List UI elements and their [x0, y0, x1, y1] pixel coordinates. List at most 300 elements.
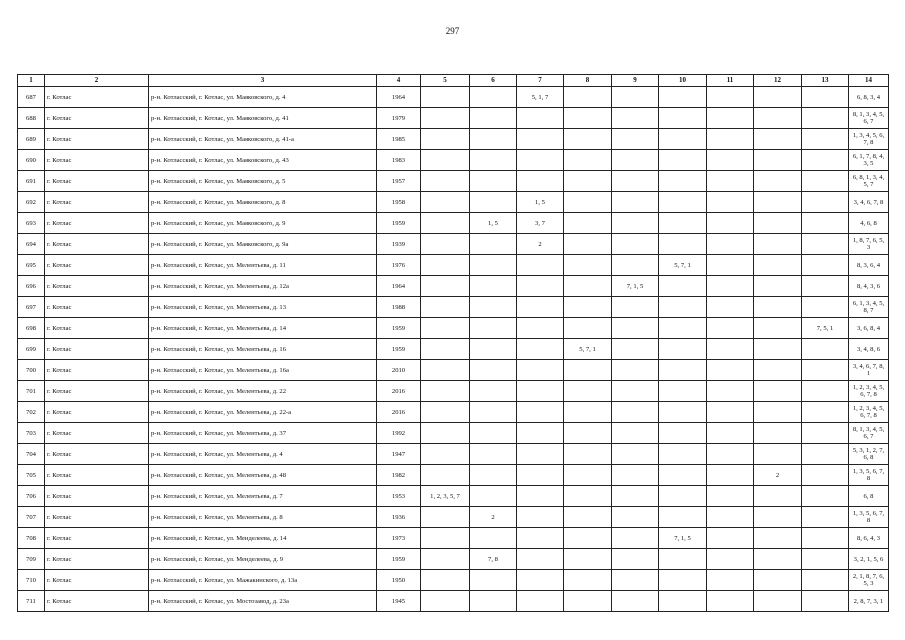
row-number-cell: 711 — [18, 591, 45, 612]
col-5-cell — [421, 591, 470, 612]
col-9-cell — [612, 234, 659, 255]
table-row — [18, 423, 889, 444]
col-14-cell: 3, 4, 6, 7, 8, 1 — [849, 360, 889, 381]
settlement-cell: г. Котлас — [45, 297, 149, 318]
col-11-cell — [707, 423, 754, 444]
housing-register-table — [17, 74, 889, 612]
col-7-cell — [517, 507, 564, 528]
page-number: 297 — [445, 26, 460, 36]
col-13-cell — [802, 171, 849, 192]
col-9-cell — [612, 360, 659, 381]
settlement-cell: г. Котлас — [45, 171, 149, 192]
col-8-cell — [564, 486, 612, 507]
col-6-cell — [470, 150, 517, 171]
year-built-cell: 1953 — [377, 486, 421, 507]
table-row — [18, 318, 889, 339]
column-header: 11 — [707, 75, 754, 87]
col-11-cell — [707, 255, 754, 276]
column-header: 12 — [754, 75, 802, 87]
col-6-cell — [470, 297, 517, 318]
address-cell: р-н. Котласский, г. Котлас, ул. Мелентьева, д. 4 — [149, 444, 377, 465]
col-8-cell — [564, 465, 612, 486]
row-number-cell: 694 — [18, 234, 45, 255]
col-14-cell: 1, 2, 3, 4, 5, 6, 7, 8 — [849, 381, 889, 402]
year-built-cell: 1959 — [377, 339, 421, 360]
col-12-cell — [754, 234, 802, 255]
col-12-cell — [754, 444, 802, 465]
column-header: 8 — [564, 75, 612, 87]
col-5-cell — [421, 150, 470, 171]
col-5-cell — [421, 108, 470, 129]
col-7-cell — [517, 423, 564, 444]
col-12-cell — [754, 549, 802, 570]
table-row — [18, 192, 889, 213]
table-row — [18, 591, 889, 612]
col-9-cell — [612, 507, 659, 528]
column-header: 13 — [802, 75, 849, 87]
col-12-cell — [754, 108, 802, 129]
address-cell: р-н. Котласский, г. Котлас, ул. Мелентьева, д. 37 — [149, 423, 377, 444]
col-12-cell — [754, 339, 802, 360]
year-built-cell: 1939 — [377, 234, 421, 255]
table-row — [18, 87, 889, 108]
col-12-cell — [754, 591, 802, 612]
col-14-cell: 6, 8, 3, 4 — [849, 87, 889, 108]
col-10-cell — [659, 150, 707, 171]
settlement-cell: г. Котлас — [45, 507, 149, 528]
col-8-cell — [564, 129, 612, 150]
col-11-cell — [707, 465, 754, 486]
address-cell: р-н. Котласский, г. Котлас, ул. Мажакинского, д. 13а — [149, 570, 377, 591]
column-header: 6 — [470, 75, 517, 87]
row-number-cell: 687 — [18, 87, 45, 108]
header-row — [18, 75, 889, 87]
year-built-cell: 1976 — [377, 255, 421, 276]
settlement-cell: г. Котлас — [45, 402, 149, 423]
col-7-cell: 5, 1, 7 — [517, 87, 564, 108]
col-9-cell: 7, 1, 5 — [612, 276, 659, 297]
year-built-cell: 1979 — [377, 108, 421, 129]
address-cell: р-н. Котласский, г. Котлас, ул. Мелентьева, д. 22-а — [149, 402, 377, 423]
col-5-cell — [421, 381, 470, 402]
row-number-cell: 688 — [18, 108, 45, 129]
year-built-cell: 2010 — [377, 360, 421, 381]
col-13-cell — [802, 87, 849, 108]
col-11-cell — [707, 339, 754, 360]
col-11-cell — [707, 150, 754, 171]
row-number-cell: 698 — [18, 318, 45, 339]
col-14-cell: 8, 1, 3, 4, 5, 6, 7 — [849, 108, 889, 129]
col-11-cell — [707, 381, 754, 402]
col-8-cell — [564, 87, 612, 108]
settlement-cell: г. Котлас — [45, 150, 149, 171]
col-7-cell — [517, 549, 564, 570]
settlement-cell: г. Котлас — [45, 381, 149, 402]
column-header: 14 — [849, 75, 889, 87]
column-header: 3 — [149, 75, 377, 87]
year-built-cell: 1985 — [377, 129, 421, 150]
col-12-cell: 2 — [754, 465, 802, 486]
col-7-cell — [517, 591, 564, 612]
col-7-cell — [517, 150, 564, 171]
col-8-cell — [564, 591, 612, 612]
col-13-cell — [802, 108, 849, 129]
col-6-cell — [470, 444, 517, 465]
col-11-cell — [707, 129, 754, 150]
col-5-cell — [421, 297, 470, 318]
col-14-cell: 8, 4, 3, 6 — [849, 276, 889, 297]
col-8-cell — [564, 549, 612, 570]
col-8-cell — [564, 381, 612, 402]
col-5-cell — [421, 318, 470, 339]
col-12-cell — [754, 129, 802, 150]
col-6-cell: 2 — [470, 507, 517, 528]
col-11-cell — [707, 591, 754, 612]
col-6-cell — [470, 129, 517, 150]
col-5-cell — [421, 339, 470, 360]
col-12-cell — [754, 507, 802, 528]
col-12-cell — [754, 150, 802, 171]
year-built-cell: 1950 — [377, 570, 421, 591]
table-row — [18, 297, 889, 318]
table-row — [18, 339, 889, 360]
col-6-cell — [470, 402, 517, 423]
col-6-cell — [470, 87, 517, 108]
col-5-cell — [421, 213, 470, 234]
col-13-cell — [802, 570, 849, 591]
col-5-cell — [421, 87, 470, 108]
col-14-cell: 3, 2, 1, 5, 6 — [849, 549, 889, 570]
col-14-cell: 1, 3, 4, 5, 6, 7, 8 — [849, 129, 889, 150]
settlement-cell: г. Котлас — [45, 192, 149, 213]
row-number-cell: 701 — [18, 381, 45, 402]
col-11-cell — [707, 192, 754, 213]
col-11-cell — [707, 276, 754, 297]
col-9-cell — [612, 318, 659, 339]
table-row — [18, 234, 889, 255]
address-cell: р-н. Котласский, г. Котлас, ул. Мелентьева, д. 8 — [149, 507, 377, 528]
col-12-cell — [754, 528, 802, 549]
col-13-cell — [802, 402, 849, 423]
settlement-cell: г. Котлас — [45, 549, 149, 570]
col-10-cell — [659, 423, 707, 444]
col-5-cell — [421, 129, 470, 150]
col-12-cell — [754, 213, 802, 234]
settlement-cell: г. Котлас — [45, 87, 149, 108]
col-5-cell: 1, 2, 3, 5, 7 — [421, 486, 470, 507]
col-8-cell — [564, 402, 612, 423]
col-6-cell — [470, 486, 517, 507]
col-10-cell — [659, 276, 707, 297]
col-11-cell — [707, 549, 754, 570]
col-5-cell — [421, 402, 470, 423]
col-14-cell: 1, 3, 5, 6, 7, 8 — [849, 465, 889, 486]
col-7-cell — [517, 339, 564, 360]
table-row — [18, 129, 889, 150]
row-number-cell: 704 — [18, 444, 45, 465]
table-row — [18, 108, 889, 129]
col-6-cell — [470, 171, 517, 192]
col-8-cell — [564, 213, 612, 234]
col-5-cell — [421, 234, 470, 255]
row-number-cell: 703 — [18, 423, 45, 444]
col-5-cell — [421, 171, 470, 192]
col-10-cell: 7, 1, 5 — [659, 528, 707, 549]
col-14-cell: 3, 4, 6, 7, 8 — [849, 192, 889, 213]
table-row — [18, 276, 889, 297]
address-cell: р-н. Котласский, г. Котлас, ул. Маяковского, д. 41 — [149, 108, 377, 129]
settlement-cell: г. Котлас — [45, 234, 149, 255]
col-13-cell — [802, 549, 849, 570]
col-5-cell — [421, 423, 470, 444]
address-cell: р-н. Котласский, г. Котлас, ул. Маяковского, д. 9а — [149, 234, 377, 255]
year-built-cell: 2016 — [377, 381, 421, 402]
column-header: 5 — [421, 75, 470, 87]
col-13-cell — [802, 255, 849, 276]
row-number-cell: 710 — [18, 570, 45, 591]
col-14-cell: 6, 1, 3, 4, 5, 8, 7 — [849, 297, 889, 318]
address-cell: р-н. Котласский, г. Котлас, ул. Маяковского, д. 4 — [149, 87, 377, 108]
address-cell: р-н. Котласский, г. Котлас, ул. Маяковского, д. 41-а — [149, 129, 377, 150]
col-7-cell — [517, 381, 564, 402]
col-7-cell — [517, 318, 564, 339]
year-built-cell: 1982 — [377, 465, 421, 486]
col-10-cell — [659, 318, 707, 339]
col-9-cell — [612, 339, 659, 360]
year-built-cell: 1947 — [377, 444, 421, 465]
col-10-cell — [659, 402, 707, 423]
table-row — [18, 402, 889, 423]
col-14-cell: 5, 3, 1, 2, 7, 6, 8 — [849, 444, 889, 465]
col-14-cell: 8, 6, 4, 3 — [849, 528, 889, 549]
col-5-cell — [421, 255, 470, 276]
col-6-cell — [470, 255, 517, 276]
col-7-cell — [517, 108, 564, 129]
col-11-cell — [707, 87, 754, 108]
col-9-cell — [612, 213, 659, 234]
row-number-cell: 702 — [18, 402, 45, 423]
col-8-cell — [564, 507, 612, 528]
col-8-cell — [564, 318, 612, 339]
address-cell: р-н. Котласский, г. Котлас, ул. Мелентьева, д. 48 — [149, 465, 377, 486]
col-10-cell — [659, 192, 707, 213]
column-header: 2 — [45, 75, 149, 87]
col-10-cell — [659, 381, 707, 402]
col-10-cell: 5, 7, 1 — [659, 255, 707, 276]
col-14-cell: 2, 8, 7, 3, 1 — [849, 591, 889, 612]
row-number-cell: 689 — [18, 129, 45, 150]
col-14-cell: 6, 8 — [849, 486, 889, 507]
col-11-cell — [707, 528, 754, 549]
col-13-cell — [802, 339, 849, 360]
col-10-cell — [659, 108, 707, 129]
col-6-cell — [470, 465, 517, 486]
col-14-cell: 1, 8, 7, 6, 5, 3 — [849, 234, 889, 255]
col-6-cell — [470, 423, 517, 444]
year-built-cell: 2016 — [377, 402, 421, 423]
row-number-cell: 691 — [18, 171, 45, 192]
col-14-cell: 3, 6, 8, 4 — [849, 318, 889, 339]
col-5-cell — [421, 528, 470, 549]
row-number-cell: 705 — [18, 465, 45, 486]
col-11-cell — [707, 213, 754, 234]
settlement-cell: г. Котлас — [45, 423, 149, 444]
address-cell: р-н. Котласский, г. Котлас, ул. Мелентьева, д. 14 — [149, 318, 377, 339]
col-7-cell — [517, 255, 564, 276]
col-6-cell — [470, 276, 517, 297]
year-built-cell: 1964 — [377, 276, 421, 297]
address-cell: р-н. Котласский, г. Котлас, ул. Менделеева, д. 14 — [149, 528, 377, 549]
col-7-cell: 2 — [517, 234, 564, 255]
col-8-cell — [564, 276, 612, 297]
col-7-cell — [517, 444, 564, 465]
col-8-cell: 5, 7, 1 — [564, 339, 612, 360]
col-9-cell — [612, 150, 659, 171]
col-14-cell: 6, 8, 1, 3, 4, 5, 7 — [849, 171, 889, 192]
year-built-cell: 1964 — [377, 87, 421, 108]
row-number-cell: 700 — [18, 360, 45, 381]
row-number-cell: 692 — [18, 192, 45, 213]
col-13-cell — [802, 150, 849, 171]
col-13-cell — [802, 591, 849, 612]
col-9-cell — [612, 528, 659, 549]
col-10-cell — [659, 234, 707, 255]
col-10-cell — [659, 297, 707, 318]
col-9-cell — [612, 570, 659, 591]
col-8-cell — [564, 171, 612, 192]
col-11-cell — [707, 402, 754, 423]
col-13-cell — [802, 507, 849, 528]
address-cell: р-н. Котласский, г. Котлас, ул. Мелентьева, д. 16а — [149, 360, 377, 381]
col-12-cell — [754, 423, 802, 444]
col-5-cell — [421, 192, 470, 213]
col-9-cell — [612, 423, 659, 444]
col-8-cell — [564, 192, 612, 213]
row-number-cell: 708 — [18, 528, 45, 549]
col-13-cell — [802, 465, 849, 486]
col-9-cell — [612, 591, 659, 612]
col-12-cell — [754, 297, 802, 318]
settlement-cell: г. Котлас — [45, 339, 149, 360]
col-6-cell: 7, 8 — [470, 549, 517, 570]
col-7-cell — [517, 465, 564, 486]
col-10-cell — [659, 549, 707, 570]
year-built-cell: 1959 — [377, 213, 421, 234]
col-11-cell — [707, 570, 754, 591]
table-row — [18, 570, 889, 591]
col-10-cell — [659, 87, 707, 108]
table-row — [18, 381, 889, 402]
col-6-cell — [470, 528, 517, 549]
col-14-cell: 1, 3, 5, 6, 7, 8 — [849, 507, 889, 528]
row-number-cell: 707 — [18, 507, 45, 528]
col-6-cell — [470, 591, 517, 612]
table-row — [18, 507, 889, 528]
col-7-cell — [517, 486, 564, 507]
col-10-cell — [659, 213, 707, 234]
col-13-cell — [802, 276, 849, 297]
col-5-cell — [421, 465, 470, 486]
col-9-cell — [612, 402, 659, 423]
col-9-cell — [612, 297, 659, 318]
col-13-cell — [802, 297, 849, 318]
col-9-cell — [612, 108, 659, 129]
col-6-cell — [470, 234, 517, 255]
col-8-cell — [564, 150, 612, 171]
col-7-cell — [517, 276, 564, 297]
col-12-cell — [754, 276, 802, 297]
col-6-cell — [470, 570, 517, 591]
col-10-cell — [659, 444, 707, 465]
table-row — [18, 528, 889, 549]
col-9-cell — [612, 87, 659, 108]
table-row — [18, 486, 889, 507]
col-11-cell — [707, 234, 754, 255]
address-cell: р-н. Котласский, г. Котлас, ул. Мелентьева, д. 7 — [149, 486, 377, 507]
col-10-cell — [659, 570, 707, 591]
settlement-cell: г. Котлас — [45, 444, 149, 465]
year-built-cell: 1992 — [377, 423, 421, 444]
col-11-cell — [707, 171, 754, 192]
table-body — [18, 87, 889, 612]
col-12-cell — [754, 486, 802, 507]
col-11-cell — [707, 444, 754, 465]
col-11-cell — [707, 507, 754, 528]
address-cell: р-н. Котласский, г. Котлас, ул. Маяковского, д. 8 — [149, 192, 377, 213]
col-8-cell — [564, 423, 612, 444]
year-built-cell: 1945 — [377, 591, 421, 612]
col-12-cell — [754, 402, 802, 423]
col-10-cell — [659, 339, 707, 360]
col-5-cell — [421, 570, 470, 591]
col-13-cell — [802, 381, 849, 402]
table-row — [18, 444, 889, 465]
col-7-cell — [517, 528, 564, 549]
col-12-cell — [754, 318, 802, 339]
year-built-cell: 1957 — [377, 171, 421, 192]
col-13-cell — [802, 486, 849, 507]
col-12-cell — [754, 360, 802, 381]
col-13-cell — [802, 213, 849, 234]
col-13-cell — [802, 129, 849, 150]
col-12-cell — [754, 570, 802, 591]
col-8-cell — [564, 570, 612, 591]
col-9-cell — [612, 255, 659, 276]
column-header: 9 — [612, 75, 659, 87]
col-6-cell — [470, 318, 517, 339]
col-12-cell — [754, 381, 802, 402]
table-row — [18, 549, 889, 570]
col-5-cell — [421, 507, 470, 528]
col-7-cell — [517, 360, 564, 381]
table-row — [18, 360, 889, 381]
col-9-cell — [612, 444, 659, 465]
col-6-cell — [470, 381, 517, 402]
column-header: 4 — [377, 75, 421, 87]
col-13-cell — [802, 423, 849, 444]
address-cell: р-н. Котласский, г. Котлас, ул. Маяковского, д. 9 — [149, 213, 377, 234]
row-number-cell: 699 — [18, 339, 45, 360]
col-10-cell — [659, 360, 707, 381]
col-9-cell — [612, 129, 659, 150]
col-7-cell — [517, 297, 564, 318]
col-13-cell — [802, 192, 849, 213]
year-built-cell: 1959 — [377, 318, 421, 339]
col-9-cell — [612, 486, 659, 507]
col-5-cell — [421, 549, 470, 570]
col-8-cell — [564, 234, 612, 255]
year-built-cell: 1988 — [377, 297, 421, 318]
